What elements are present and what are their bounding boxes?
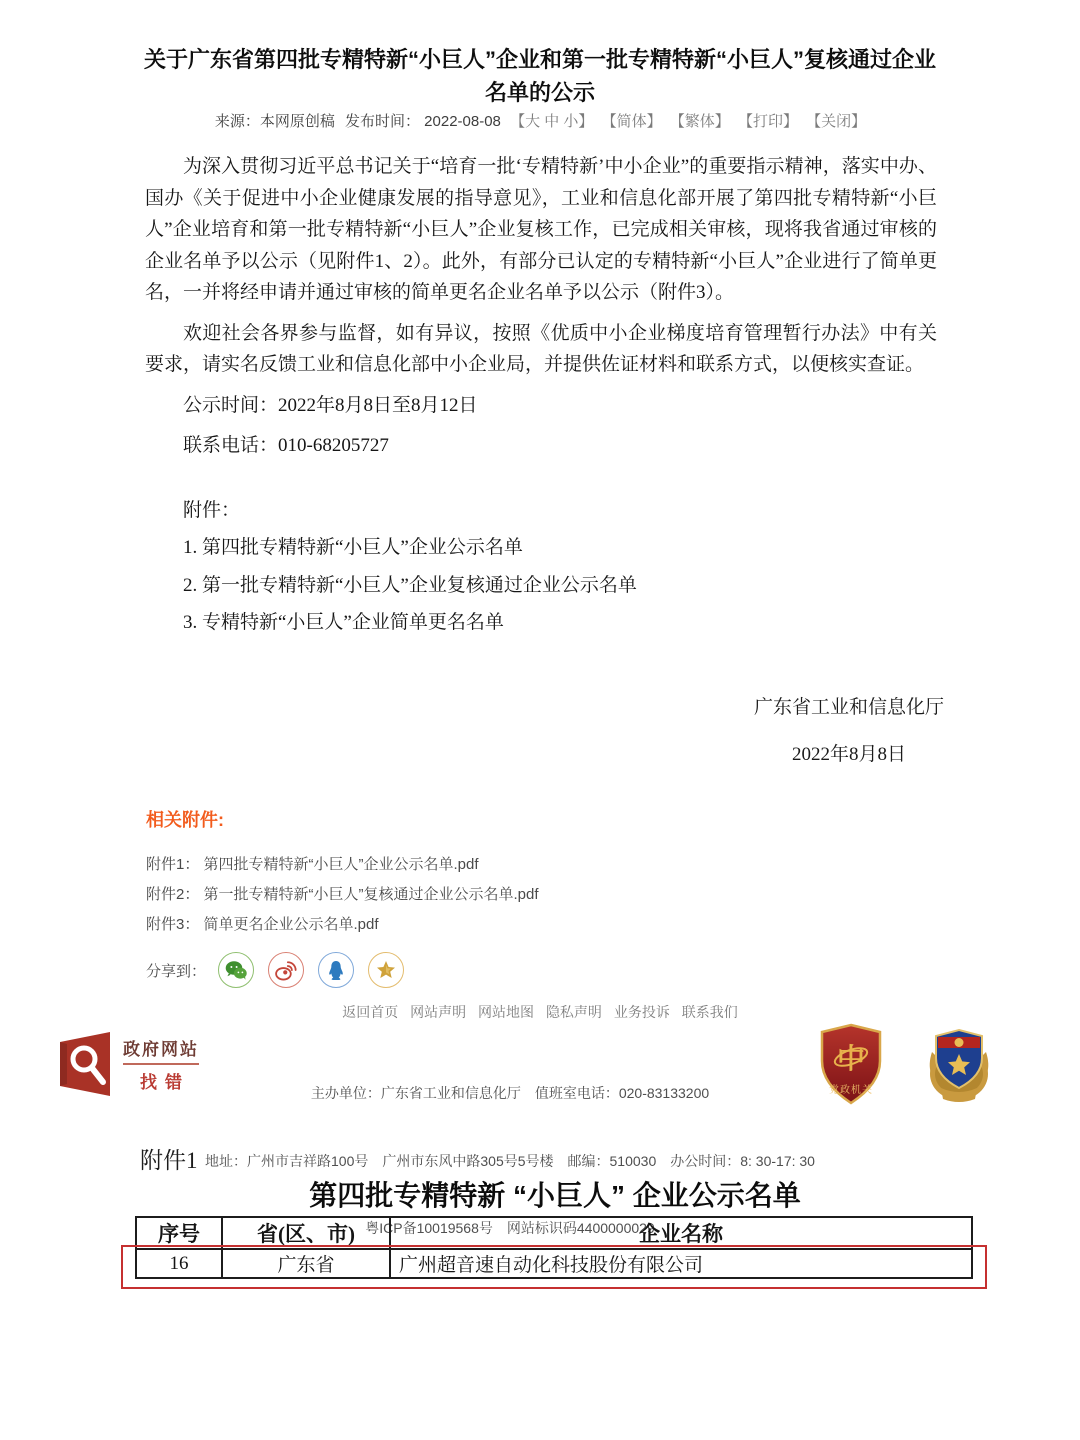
simplified-button[interactable]: 【简体】 (601, 113, 662, 130)
svg-text:党政机关: 党政机关 (829, 1085, 873, 1096)
footer-nav-sitemap[interactable]: 网站地图 (478, 1004, 535, 1020)
footer-nav-privacy[interactable]: 隐私声明 (545, 1004, 602, 1020)
article-paragraph-1: 为深入贯彻习近平总书记关于“培育一批‘专精特新’中小企业”的重要指示精神，落实中办、国办《关于促进中小企业健康发展的指导意见》，工业和信息化部开展了第四批专精特新“小巨人”企业培育和第一批专精特新“小巨人”企业复核工作，已完成相关审核，现将我省通过审核的企业名单予以公示（见附件1、2）。此外，有部分已认定的专精特新“小巨人”企业进行了简单更名，一并将经申请并通过审核的简单更名企业名单予以公示（附件3）。 (145, 156, 937, 303)
table-header-province: 省(区、市) (222, 1217, 390, 1249)
signature-block (754, 692, 944, 766)
attachment1-table (135, 1216, 973, 1279)
footer-address-line: 地址：广州市吉祥路100号 广州市东风中路305号5号楼 邮编：510030 办公时间：8: 30-17: 30 (205, 1152, 815, 1169)
qzone-star-share-button[interactable] (368, 952, 404, 988)
attachment-item-2: 2. 第一批专精特新“小巨人”企业复核通过企业公示名单 (183, 574, 637, 596)
attachment-file-label: 附件1： (146, 856, 200, 873)
attachment1-table-title: 第四批专精特新 “小巨人” 企业公示名单 (309, 1180, 801, 1211)
site-error-report-widget[interactable] (58, 1032, 199, 1096)
attachment-file-row (146, 910, 966, 940)
wechat-icon (225, 960, 247, 980)
attachments-label: 附件： (183, 499, 241, 521)
attachment-file-link-2[interactable]: 第一批专精特新“小巨人”复核通过企业公示名单.pdf (203, 886, 539, 903)
table-header-row (136, 1217, 972, 1249)
attachment-file-link-3[interactable]: 简单更名企业公示名单.pdf (203, 916, 379, 933)
traditional-button[interactable]: 【繁体】 (669, 113, 730, 130)
svg-text:中: 中 (836, 1044, 866, 1075)
article-paragraph-2: 欢迎社会各界参与监督，如有异议，按照《优质中小企业梯度培育管理暂行办法》中有关要求，请实名反馈工业和信息化部中小企业局，并提供佐证材料和联系方式，以便核实查证。 (145, 322, 937, 375)
table-row (136, 1249, 972, 1278)
share-row (146, 952, 966, 988)
wechat-share-button[interactable] (218, 952, 254, 988)
print-button[interactable]: 【打印】 (737, 113, 798, 130)
meta-line (0, 110, 1080, 131)
signature-org: 广东省工业和信息化厅 (753, 697, 944, 718)
related-attachments-heading: 相关附件: (146, 810, 224, 830)
footer-icp-line: 粤ICP备10019568号 网站标识码4400000029 (365, 1220, 655, 1236)
share-label: 分享到： (146, 962, 207, 980)
footer-nav-statement[interactable]: 网站声明 (410, 1004, 467, 1020)
qq-share-button[interactable] (318, 952, 354, 988)
attachment-file-label: 附件2： (146, 886, 200, 903)
font-size-control[interactable]: 【大 中 小】 (510, 113, 594, 130)
publicity-time: 公示时间：2022年8月8日至8月12日 (183, 394, 478, 416)
table-header-index: 序号 (136, 1217, 222, 1249)
footer-nav (0, 1002, 1080, 1022)
qq-penguin-icon (327, 960, 345, 981)
cell-index: 16 (136, 1249, 222, 1278)
footer-nav-complaint[interactable]: 业务投诉 (613, 1004, 670, 1020)
table-header-company: 企业名称 (390, 1217, 972, 1249)
divider (123, 1063, 199, 1065)
footer-host-line: 主办单位：广东省工业和信息化厅 值班室电话：020-83133200 (310, 1085, 710, 1101)
attachment-file-link-1[interactable]: 第四批专精特新“小巨人”企业公示名单.pdf (203, 856, 479, 873)
star-icon (376, 960, 396, 980)
party-gov-badge[interactable] (818, 1023, 884, 1105)
signature-date: 2022年8月8日 (791, 744, 906, 765)
attachment1-label: 附件1 (140, 1148, 198, 1173)
attachment-file-row (146, 880, 966, 910)
weibo-icon (275, 960, 297, 981)
find-error-label-top: 政府网站 (123, 1040, 199, 1059)
magnifier-flag-icon (58, 1032, 114, 1096)
publish-date: 发布时间： 2022-08-08 (345, 113, 501, 130)
weibo-share-button[interactable] (268, 952, 304, 988)
article-body (145, 151, 937, 639)
close-button[interactable]: 【关闭】 (806, 113, 867, 130)
footer-nav-contact[interactable]: 联系我们 (681, 1004, 738, 1020)
footer-badges (818, 1022, 994, 1106)
attachment-item-3: 3. 专精特新“小巨人”企业简单更名名单 (183, 612, 504, 633)
page-title: 关于广东省第四批专精特新“小巨人”企业和第一批专精特新“小巨人”复核通过企业名单的公示 (143, 46, 936, 105)
cell-province: 广东省 (222, 1249, 390, 1278)
related-attachments-section (146, 806, 966, 988)
find-error-label-bottom: 找错 (140, 1073, 190, 1092)
attachment-file-label: 附件3： (146, 916, 200, 933)
attachment-item-1: 1. 第四批专精特新“小巨人”企业公示名单 (183, 537, 523, 558)
source-label: 来源：本网原创稿 (214, 113, 335, 130)
police-badge[interactable] (924, 1022, 994, 1106)
contact-phone: 联系电话：010-68205727 (183, 435, 389, 456)
footer-nav-home[interactable]: 返回首页 (342, 1004, 399, 1020)
attachment-file-row (146, 850, 966, 880)
cell-company: 广州超音速自动化科技股份有限公司 (390, 1249, 972, 1278)
